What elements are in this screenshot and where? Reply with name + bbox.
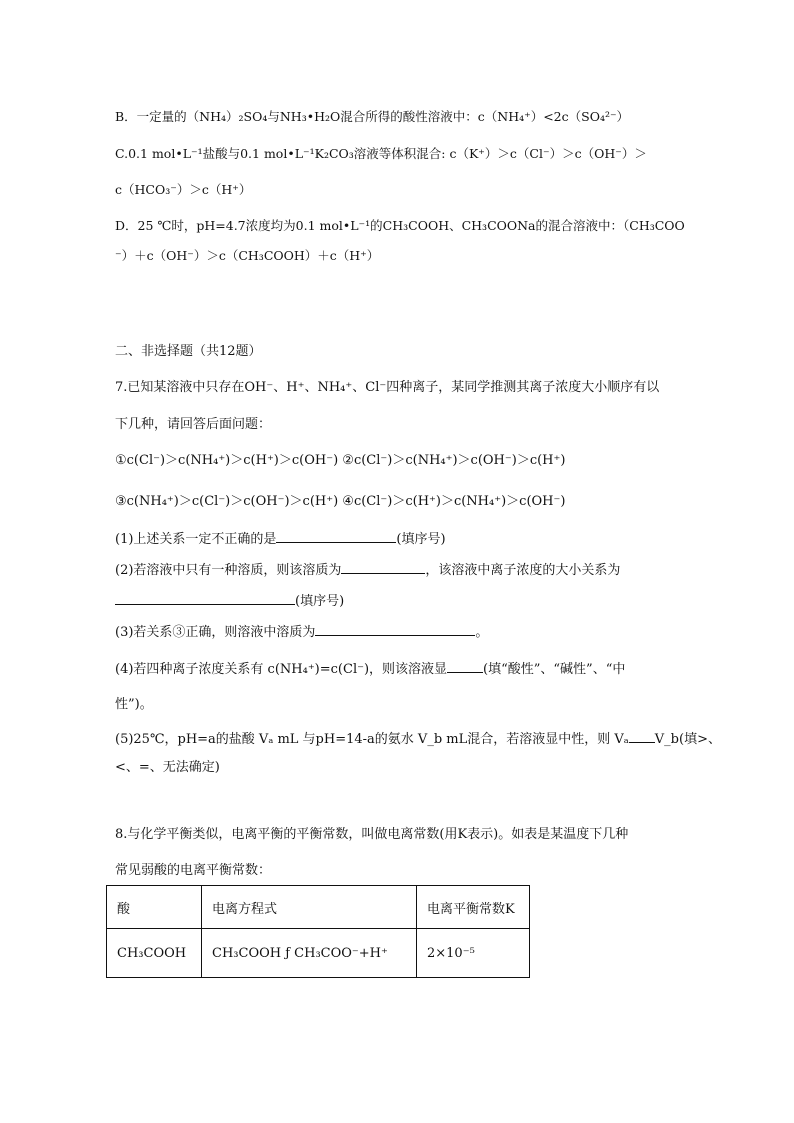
q8-stem-line2: 常见弱酸的电离平衡常数： xyxy=(115,863,272,878)
section-title: 二、非选择题（共12题） xyxy=(115,344,262,359)
q7-options-1-2: ①c(Cl⁻)＞c(NH₄⁺)＞c(H⁺)＞c(OH⁻) ②c(Cl⁻)＞c(NH₄⁺)＞c(OH⁻)＞c(H⁺) xyxy=(115,453,566,468)
table-row xyxy=(107,929,530,978)
q7-part4-line2: 性”)。 xyxy=(115,697,153,712)
q7-part5-suffix: V_b(填>、 xyxy=(654,732,721,747)
q7-stem-line2: 下几种，请回答后面问题： xyxy=(115,417,272,432)
q7-part3 xyxy=(115,623,488,642)
q7-part2 xyxy=(115,561,620,580)
q7-part3-suffix: 。 xyxy=(475,625,489,640)
ionization-constant-table xyxy=(106,885,530,978)
q7-part4-suffix: (填“酸性”、“碱性”、“中 xyxy=(483,662,626,677)
q7-stem-line1: 7.已知某溶液中只存在OH⁻、H⁺、NH₄⁺、Cl⁻四种离子，某同学推测其离子浓度大小顺序有以 xyxy=(115,380,660,395)
table-header-row xyxy=(107,886,530,929)
q7-part3-text: (3)若关系③正确，则溶液中溶质为 xyxy=(115,625,316,640)
q7-part5 xyxy=(115,730,721,749)
q7-part4-blank[interactable] xyxy=(447,660,483,673)
q6-option-c-line1: C.0.1 mol•L⁻¹盐酸与0.1 mol•L⁻¹K₂CO₃溶液等体积混合: c（K⁺）＞c（Cl⁻）＞c（OH⁻）＞ xyxy=(115,146,647,161)
q7-part1-suffix: (填序号) xyxy=(396,532,446,547)
table-cell-acid: CH₃COOH xyxy=(107,929,202,978)
q7-part4-text: (4)若四种离子浓度关系有 c(NH₄⁺)=c(Cl⁻)，则该溶液显 xyxy=(115,662,448,677)
q7-part2-text: (2)若溶液中只有一种溶质，则该溶质为 xyxy=(115,563,342,578)
q7-part3-blank[interactable] xyxy=(315,623,475,636)
q6-option-b: B．一定量的（NH₄）₂SO₄与NH₃•H₂O混合所得的酸性溶液中：c（NH₄⁺）<2c（SO₄²⁻） xyxy=(115,109,630,124)
table-header-equation: 电离方程式 xyxy=(202,886,417,929)
q7-part2-blank-solute[interactable] xyxy=(341,561,425,574)
q7-part1-blank[interactable] xyxy=(276,530,396,543)
q7-part1 xyxy=(115,530,446,549)
q7-part4 xyxy=(115,660,625,679)
table-cell-equation: CH₃COOH ƒ CH₃COO⁻+H⁺ xyxy=(202,929,417,978)
table-header-acid: 酸 xyxy=(107,886,202,929)
q6-option-c-line2: c（HCO₃⁻）＞c（H⁺） xyxy=(115,182,252,197)
q6-option-d-line1: D．25 ℃时，pH=4.7浓度均为0.1 mol•L⁻¹的CH₃COOH、CH₃COONa的混合溶液中：（CH₃COO xyxy=(115,218,685,233)
table-header-constant: 电离平衡常数K xyxy=(417,886,530,929)
q7-part2-suffix: (填序号) xyxy=(295,594,345,609)
q7-options-3-4: ③c(NH₄⁺)＞c(Cl⁻)＞c(OH⁻)＞c(H⁺) ④c(Cl⁻)＞c(H⁺)＞c(NH₄⁺)＞c(OH⁻) xyxy=(115,494,566,509)
q7-part2-text2: ，该溶液中离子浓度的大小关系为 xyxy=(425,563,621,578)
table-cell-constant: 2×10⁻⁵ xyxy=(417,929,530,978)
q7-part5-text: (5)25℃，pH=a的盐酸 Vₐ mL 与pH=14-a的氨水 V_b mL混合，若溶液显中性，则 Vₐ xyxy=(115,732,629,747)
q7-part2-line2 xyxy=(115,592,344,611)
q7-part5-line2: <、=、无法确定) xyxy=(115,760,220,775)
q8-stem-line1: 8.与化学平衡类似，电离平衡的平衡常数，叫做电离常数(用K表示)。如表是某温度下几种 xyxy=(115,827,629,842)
q6-option-d-line2: ⁻）＋c（OH⁻）＞c（CH₃COOH）＋c（H⁺） xyxy=(115,248,380,263)
q7-part1-text: (1)上述关系一定不正确的是 xyxy=(115,532,277,547)
q7-part5-blank[interactable] xyxy=(629,730,655,743)
q7-part2-blank-order[interactable] xyxy=(115,592,295,605)
